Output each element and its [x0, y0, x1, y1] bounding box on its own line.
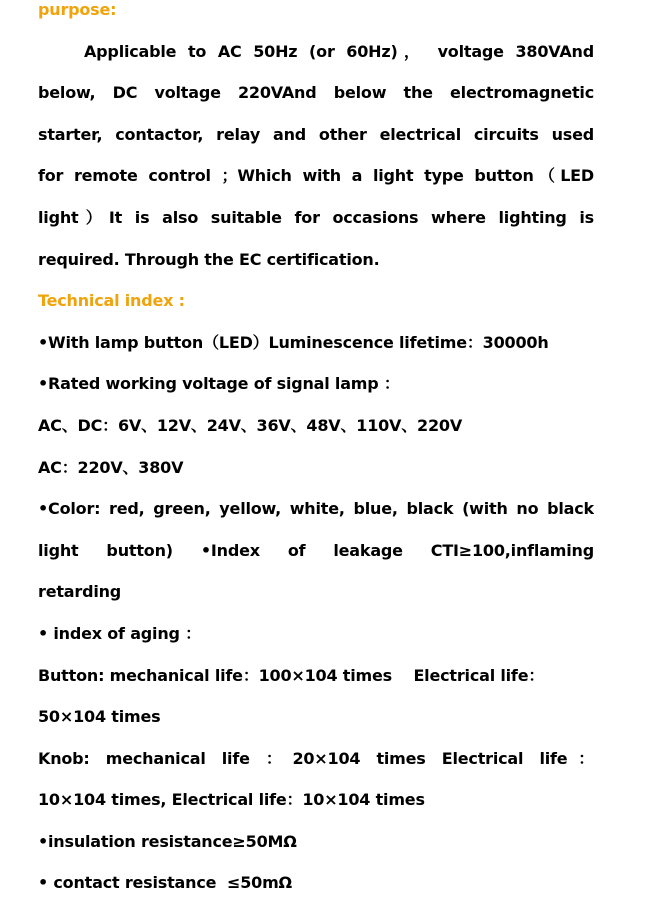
purpose-line-3: starter, contactor, relay and other electrical circuits used [38, 124, 594, 144]
tech-line-leakage-index: light button) •Index of leakage CTI≥100,inflaming [38, 540, 594, 560]
technical-index-heading: Technical index : [38, 291, 185, 311]
tech-line-knob-life: Knob: mechanical life ：20×104 times Electrical life： [38, 748, 594, 768]
purpose-heading: purpose: [38, 0, 117, 19]
purpose-line-5: light）It is also suitable for occasions where lighting is [38, 207, 594, 227]
purpose-line-1: Applicable to AC 50Hz (or 60Hz)， voltage 380VAnd [84, 41, 594, 61]
tech-line-button-life: Button: mechanical life：100×104 times Electrical life： [38, 665, 545, 685]
tech-line-knob-electrical-life: 10×104 times, Electrical life：10×104 times [38, 790, 425, 810]
tech-line-led-lifetime: •With lamp button（LED）Luminescence lifetime：30000h [38, 332, 549, 352]
purpose-line-2: below, DC voltage 220VAnd below the electromagnetic [38, 83, 594, 103]
purpose-line-4: for remote control ；Which with a light type button（LED [38, 166, 594, 186]
tech-line-insulation-resistance: •insulation resistance≥50MΩ [38, 831, 297, 851]
tech-line-acdc-voltages: AC、DC：6V、12V、24V、36V、48V、110V、220V [38, 415, 463, 435]
tech-line-retarding: retarding [38, 582, 122, 602]
tech-line-rated-voltage: •Rated working voltage of signal lamp ： [38, 374, 400, 394]
tech-line-contact-resistance: • contact resistance ≤50mΩ [38, 873, 292, 893]
tech-line-ac-voltages: AC：220V、380V [38, 457, 184, 477]
purpose-line-6: required. Through the EC certification. [38, 249, 380, 269]
tech-line-aging-index: • index of aging ： [38, 623, 201, 643]
tech-line-color: •Color: red, green, yellow, white, blue, black (with no black [38, 499, 594, 519]
spec-document [38, 0, 594, 904]
tech-line-button-electrical-life: 50×104 times [38, 707, 161, 727]
